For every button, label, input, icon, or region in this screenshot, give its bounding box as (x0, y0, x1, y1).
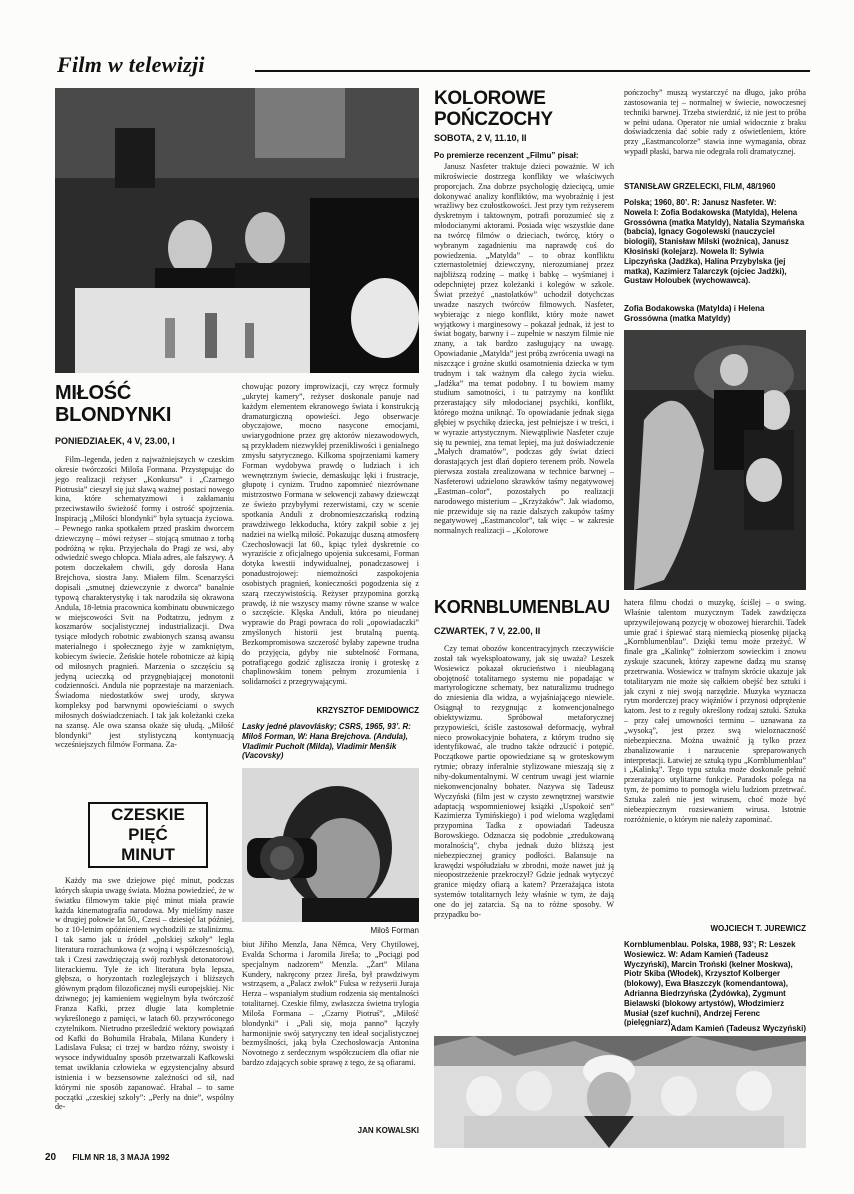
article1-author: KRZYSZTOF DEMIDOWICZ (316, 706, 419, 715)
forman-photo-caption: Miloš Forman (370, 926, 419, 935)
article3-col2-text: hatera filmu chodzi o muzykę, ściślej – o swing. Właśnie talentom muzycznym Tadek zawdzięcza uprzywilejowaną pozycję w obozowej hierarchii. Tadek umie grać i śpiewać starą niemiecką piosenkę pijacką „Kornblumenblau”. Dzięki temu może przeżyć. W finale gra „Kalinkę” żołnierzom sowieckim i znowu zyskuje szacunek, którzy zapewne dadzą mu szansę przetrwania. Wosiewicz w trafnym skrócie ukazuje jak totalitaryzm nie może się całkiem obejść bez sztuki i jak czyni z niej swoją narzędzie. Muzyka wyznacza rytm morderczej pracy więźniów i przynosi odprężenie katom. Jest to z reguły określony rodzaj sztuki. Sztuka – przy całej umowności terminu – uznawana za „wysoką”, jest przez swą wieloznaczność niebezpieczna. Można uważnić ją tylko przez zbanalizowanie i narzucenie spreparowanych interpretacji. Łatwiej ze sztuką typu „Kornblumenblau” i „Kalinką”. Tego typu sztuka może doskonale pełnić przerażająco utylitarne funkcje. Paradoks polega na tym, że pomimo to pomogła wielu ludziom przetrwać. Sztuka zaleń nie jest wirusem, choć może być niebezpiecznym rozsiewaniem wirusa. Istotnie rozróżnienie, o którym nie należy zapominać. (624, 598, 806, 824)
article3-date: CZWARTEK, 7 V, 22.00, II (434, 626, 541, 636)
article4-column1 (55, 876, 234, 1146)
article2-col2-text: pończochy” muszą wystarczyć na długo, jako próba zastosowania tej – normalnej w świecie, nowoczesnej techniki barwnej. Trzeba stwierdzić, iż nie jest to próba w pełni udana. Operator nie umiał widocznie z braku doświadczenia dać sobie rady z oświetleniem, które przy „Eastmancolorze” stawia inne wymagania, obraz wypadł płaski, barwa nie odegrała roli dramatycznej. (624, 88, 806, 157)
article1-headline-line1: MIŁOŚĆ (55, 382, 131, 404)
article1-col2-text: chowując pozory improwizacji, czy wręcz formuły „ukrytej kamery”, reżyser doskonale panuje nad każdym elementem ekranowego świata i konstrukcją dramaturgiczną opowieści. Jego obserwacje obyczajowe, mocno nasycone emocjami, uwiarygodnione przez grę aktorów niezawodowych, są przykładem niezwykłej przenikliwości i genialnego zmysłu satyrycznego. Kilkoma spojrzeniami kamery Forman wydobywa prawdę o ludziach i ich wewnętrznym świecie, demaskując lęki i frustracje, głupotę i cynizm. Trudno zapomnieć niezrównane mistrzostwo Formana w sekwencji zabawy dziewcząt ze świeżo przybyłymi rezerwistami, czy w scenie spotkania Anduli z drobnomieszczańską rodziną prawdziwego lekkoducha, który zakpił sobie z jej nadziei na wielką miłość. Pokazując duszną atmosferę Czechosłowacji lat 60., kpiąc tyleż dyskretnie co wyraziście z oficjalnego upojenia sukcesami, Forman dotyka kwestii indywidualnej, ponadczasowej i ponadustrojowej: niemożności zaspokojenia osobistych pragnień, konieczności pogodzenia się z szarą rzeczywistością. Reżyser przypomina gorzką prawdę, iż nie wszyscy mamy równe szanse w walce o szczęście. Klęska Anduli, która po nieudanej wyprawie do Pragi powraca do roli „opowiadaczki” zmyślonych historii jest brutalną puentą. Bezkompromisowa szczerość byłaby zapewne trudna do przyjęcia, gdyby nie subtelność Formana, potrafiącego godzić zgliszcza ironię i groteskę z chaplinowskim tonem pełnym zrozumienia i solidarności z przegrywającymi. (242, 382, 419, 687)
article1-headline (55, 382, 235, 426)
section-title: Film w telewizji (57, 52, 205, 77)
article2-lead: Po premierze recenzent „Filmu” pisał: (434, 151, 579, 160)
article2-photo-caption: Zofia Bodakowska (Matylda) i Helena Grossówna (matka Matyldy) (624, 304, 765, 323)
article2-author: STANISŁAW GRZELECKI, FILM, 48/1960 (624, 182, 776, 191)
header-rule (255, 70, 810, 72)
page-number: 20 (45, 1152, 57, 1163)
article3-credits: Kornblumenblau. Polska, 1988, 93’; R: Leszek Wosiewicz. W: Adam Kamień (Tadeusz Wyczyński), Marcin Troński (kelner Moskwa), Piotr Skiba (Włodek), Krzysztof Kolberger (blokowy), Ewa Błaszczyk (komendantowa), Adrianna Biedrzyńska (Żydówka), Zygmunt Bielawski (blokowy artystów), Włodzimierz Musiał (szef kuchni), Andrzej Ferenc (pielęgniarz). (624, 940, 796, 1028)
page-footer (45, 1152, 169, 1163)
article2-col1-text: Janusz Nasfeter traktuje dzieci poważnie. W ich mikroświecie dostrzega konflikty we właściwych proporcjach. Zna dobrze psychologię dziecięcą, umie dokonywać analizy konfliktów, ma wyobraźnię i jest wrażliwy bez czułostkowości. Jest przy tym reżyserem dyskretnym i taktownym, potrafi porozumieć się z młodocianymi aktorami. Posiada więc wszystkie dane na twórcę filmów o dzieciach, twórcę, który o wybranym zagadnieniu ma naprawdę coś do powiedzenia. „Matylda” – to obraz konfliktu czternastoletniej dziewczyny, nierozumianej przez najbliższą rodzinę – matkę i babkę – wyśmianej i odepchniętej przez koleżanki i kolegów w szkole. Świat przeżyć „nastolatków” uchodził dotychczas uwadze naszych twórców filmowych. Nasfeter, wybierając z niego konflikt, który może nawet wyjątkowy i marginesowy – pokazał jednak, iż jest to świat bogaty, barwny i – zupełnie w naszym filmie nie znany, a tak bardzo zasługujący na uwagę. Opowiadanie „Matylda” jest próbą zwrócenia uwagi na niszczące i groźne skutki osamotnienia dziecka w tym trudnym i tak ważnym dla całego życia wieku. „Jadźka” ma temat podobny. I tu bowiem mamy studium samotności, i tu patrzymy na konflikt przerastający siły młodocianej psychiki, konflikt, którego można uniknąć. To opowiadanie jednak sięga głębiej w psychikę dziecka, jest pełniejsze i w treści, i w wyrazie artystycznym. Niewątpliwie Nasfeter czuje się tu pewniej, zna temat lepiej, ma już doświadczenie „Małych dramatów”, podczas gdy świat dzieci dorastających jest dlań dopiero terenem prób. Nowela pierwsza została zrealizowana w technice barwnej – Nasfeterowi udzielono skrawków taśmy negatywowej „Eastman–color”, pozostałych po realizacji narodowego misterium – „Krzyżaków”. Jak wiadomo, nie przewiduje się na razie dalszych zakupów taśmy negatywowej „Eastmancolor”, tak więc – w zakresie normalnych realizacji – „Kolorowe (434, 162, 614, 536)
article1-column2 (242, 382, 419, 704)
article1-column1 (55, 455, 234, 845)
article2-column1 (434, 162, 614, 580)
article3-column1 (434, 644, 614, 1028)
article3-column2 (624, 598, 806, 918)
article4-headline-line1: CZESKIE (111, 805, 185, 824)
article2-credits: Polska; 1960, 80’. R: Janusz Nasfeter. W: Nowela I: Zofia Bodakowska (Matylda), Helena Grossówna (matka Matyldy), Natalia Szymańska (babcia), Ignacy Gogolewski (nauczyciel biologii), Stanisław Milski (woźnica), Janusz Kłosiński (kolejarz). Nowela II: Sylwia Lipczyńska (Jadźka), Halina Przybylska (jej matka), Kazimierz Talarczyk (ojciec Jadźki), Gustaw Holoubek (wychowawca). (624, 198, 805, 286)
article4-headline-box (88, 802, 208, 868)
article1-credits: Lasky jedné plavovlásky; CSRS, 1965, 93’. R: Miloš Forman, W: Hana Brejchova. (Andula), Vladimir Pucholt (Milda), Vladimir Menšik (Vacovsky) (242, 722, 411, 761)
article2-column2 (624, 88, 806, 172)
article2-date: SOBOTA, 2 V, 11.10, II (434, 133, 527, 143)
milos-forman-photo (242, 768, 419, 922)
article1-date: PONIEDZIAŁEK, 4 V, 23.00, I (55, 436, 175, 446)
article3-author: WOJCIECH T. JUREWICZ (710, 924, 806, 933)
issue-info: FILM NR 18, 3 MAJA 1992 (72, 1153, 170, 1162)
article2-headline-line1: KOLOROWE (434, 88, 546, 109)
article4-headline-line3: MINUT (121, 845, 175, 864)
article4-author: JAN KOWALSKI (357, 1126, 419, 1135)
film-still-photo-kolorowe-ponczochy (624, 330, 806, 590)
article4-col2-text: biut Jiřího Menzla, Jana Němca, Very Chytilowej, Evalda Schorma i Jaromila Jireša; to „Pociągi pod specjalnym nadzorem” Menzla. „Żart” Milana Kundery, nakręcony przez Jireša, był prawdziwym wstrząsem, a „Palacz zwłok” Fuksa w reżyserii Juraja Herza – wspaniałym studium rodzenia się mentalności totalitarnej. Czeskie filmy, zwłaszcza świetna trylogia Miloša Formana – „Czarny Piotruś”, „Miłość blondynki” i „Pali się, moja panno” łączyły harmonijnie swój satyryczny ten ideał socjalistycznej bezmyślności, jaką była Czechosłowacja Antonina Novotnego z serdecznym współczuciem dla ofiar nie bardzo zdających sobie sprawę z tego, że są ofiarami. (242, 940, 419, 1068)
film-still-photo-kornblumenblau (434, 1036, 806, 1148)
article2-headline (434, 88, 624, 130)
section-header (55, 52, 810, 78)
article1-col1-text: Film–legenda, jeden z najważniejszych w czeskim okresie twórczości Miloša Formana. Przystępując do jego realizacji reżyser „Konkursu” i „Czarnego Piotrusia” cieszył się już sławą ważnej postaci nowego kina, które schematyzmowi i zakłamaniu przeciwstawiło świeżość formy i ostrość spojrzenia. Inspiracją „Miłości blondynki” była sytuacja życiowa. – Pewnego ranka spotkałem przed praskim dworcem dziewczynę – mówi reżyser – stojącą smutnao z torbą podróżną w ręku. Przyjechała do Pragi ze wsi, aby odwiedzić swego chłopca. Miała adres, ale fałszywy. A potem doczekałem chwili, gdy dorosła Hana Brejchova, siostra Jany. Miałem film. Scenarzyści dopisali „smutnej dziewczynie z dworca” banalnie typową charakterystykę i tak narodziła się okrawona Andula, 18-letnia pracownica kombinatu obuwniczego w miejscowości Svit na Podtatrzu, jednym z koszmarów socjalistycznej industrializacji. Dwa tysiące młodych robotnic zwabionych szansą awansu materialnego i społecznego żyje w zamkniętym, kobiecym świecie. Żeńskie hotele robotnicze aż kipią od miłosnych pragnień. Marzenia o szczęściu są jedyną ucieczką od przygnębiającej monotonii codzienności. Andula nie poprzestaje na marzeniach. Świadoma niedostatków swej urody, skrywa kompleksy pod barwnymi opowieściami o swych miłosnych doświadczeniach. I tak jak koleżanki czeka na szansę. Ale owa szansa okaże się ułudą. „Miłość blondynki” jest stylistyczną kontynuacją wcześniejszych filmów Formana. Za- (55, 455, 234, 750)
article2-headline-line2: POŃCZOCHY (434, 109, 553, 130)
article3-photo-caption: Adam Kamień (Tadeusz Wyczyński) (670, 1024, 806, 1033)
article4-column2 (242, 940, 419, 1118)
article3-col1-text: Czy temat obozów koncentracyjnych rzeczywiście został tak wyeksploatowany, jak się uważa? Leszek Wosiewicz pokazał okrucieństwo i nieubłaganą obojętność totalitarnego systemu nie popadając w martyrologiczne schematy, bez naturalizmu trudnego do zniesienia dla widza, a wyjaśniającego niewiele. Osiągnął to rezygnując z konwencjonalnego obiektywizmu. Spróbował metaforycznej przypowieści, ściśle zastosował deformację, wybrał nieco prowokacyjnie bohatera, z którym trudno się identyfikować, ale trudno także odrzucić i potępić. Początkowe partie opowiedziane są w groteskowym rytmie; obrazy inferalnie stylizowane mieszają się z niby-dokumentalnymi. W centrum uwagi jest wiarnie niekonwencjonalny bohater. Nazywa się Tadeusz Wyczyński (film jest w czysto zewnętrznej warstwie adaptacją wspomnieniowej książki „Uspokoić sen” Kazimierza Tymińskiego) i pod wieloma względami przypomina Tadka z opowiadań Tadeusza Borowskiego. Odznacza się podobnie „zredukowaną moralnością”, chyba jednak dużo bliższą jest niebezpiecznej granicy podłości. Balansuje na krawędzi współudziału w zbrodni, może nawet już ją nieopostrzeżenie przekroczył? Gdzie jednak wytyczyć granice między ofiarą a katem? Przerażająca istota systemów totalitarnych leży właśnie w tym, że dają one do jej zatarcia. Są na to różne sposoby. W przypadku bo- (434, 644, 614, 919)
article1-headline-line2: BLONDYNKI (55, 404, 172, 426)
article3-headline: KORNBLUMENBLAU (434, 597, 610, 617)
article4-headline-line2: PIĘĆ (128, 825, 168, 844)
article4-col1-text: Każdy ma swe dziejowe pięć minut, podczas których skupia uwagę świata. Można powiedzieć, że w światku filmowym takie pięć minut miała prawie każda kinematografia narodowa. My mieliśmy nasze w drugiej połowie lat 50., Czesi – dziesięć lat później, bo z 10-letnim opóźnieniem wychodzili ze stalinizmu. I tak samo jak u źródeł „polskiej szkoły” legła literatura rozrachunkowa (z wojną i współczesnością), tak i Czesi zawdzięczają swój rozbłysk detonatorowi literackiemu. Tyle że ich literatura była lepsza, głębsza, o horyzontach rozleglejszych i bliższych głównym prądom filozoficznej myśli europejskiej. Nic dziwnego; jej kamieniem węgielnym była twórczość Franza Kafki, przez długie lata kompletnie wykreślonego z pamięci, w latach 60. przywróconego czytelnikom. Nietrudno prześledzić wektory powiązań od Kafki do Bohumila Hrabala, Milana Kundery i Ladislava Fuksa; ci trzej w bardzo różny, swoisty i wysoce indywidualny sposób przetwarzali Kafkowski temat uwikłania człowieka w egzystencjalny absurd istnienia i w bezsensowne zależności od sił, nad którymi nie sposób zapanować. Hrabal – to same początki „czeskiej szkoły”: „Perły na dnie”, wspólny de- (55, 876, 234, 1112)
film-still-photo-milosc-blondynki (55, 88, 419, 373)
